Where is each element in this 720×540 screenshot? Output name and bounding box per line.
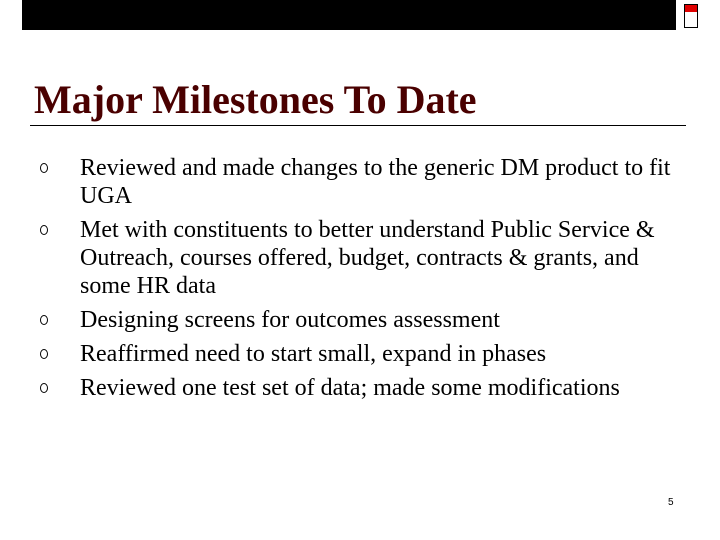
title-underline xyxy=(30,125,686,126)
bullet-item xyxy=(40,216,680,300)
hollow-circle-icon xyxy=(40,225,48,235)
hollow-circle-icon xyxy=(40,315,48,325)
bullet-item xyxy=(40,154,680,210)
bullet-text: Met with constituents to better understand Public Service & Outreach, courses offered, budget, contracts & grants, and some HR data xyxy=(80,217,655,299)
page-number: 5 xyxy=(668,497,674,508)
bullet-item xyxy=(40,340,680,368)
top-bar xyxy=(22,0,676,30)
bullet-item xyxy=(40,374,680,402)
bullet-text: Reaffirmed need to start small, expand in phases xyxy=(80,341,547,367)
bullet-text: Designing screens for outcomes assessment xyxy=(80,307,500,333)
corner-accent-square-lower xyxy=(684,12,698,28)
hollow-circle-icon xyxy=(40,163,48,173)
hollow-circle-icon xyxy=(40,349,48,359)
bullet-list xyxy=(40,154,680,408)
bullet-text: Reviewed and made changes to the generic DM product to fit UGA xyxy=(80,155,671,209)
bullet-item xyxy=(40,306,680,334)
hollow-circle-icon xyxy=(40,383,48,393)
slide-title: Major Milestones To Date xyxy=(34,77,477,122)
bullet-text: Reviewed one test set of data; made some modifications xyxy=(80,375,620,401)
